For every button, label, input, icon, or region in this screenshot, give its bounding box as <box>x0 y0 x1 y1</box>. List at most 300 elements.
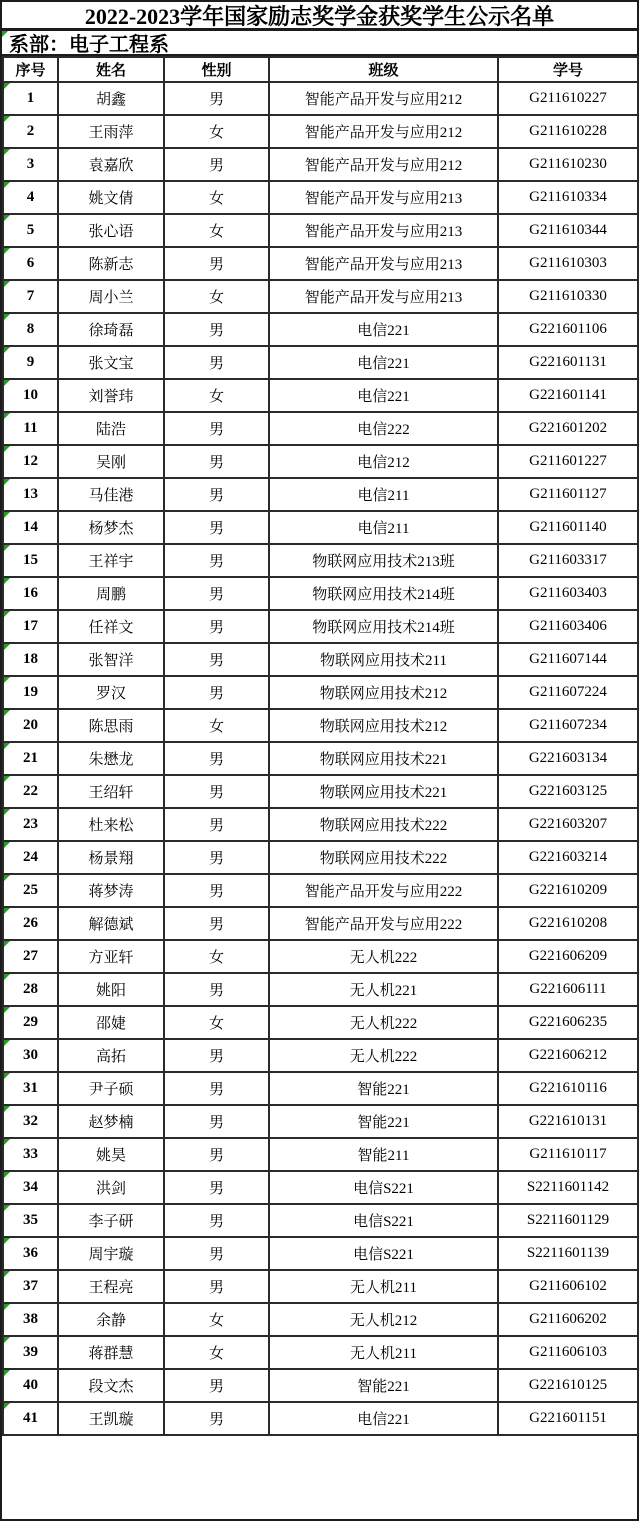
table-row <box>3 478 638 511</box>
cell-serial <box>3 1138 58 1171</box>
excel-error-triangle-icon <box>4 281 10 287</box>
cell-name: 周宇璇 <box>58 1237 164 1270</box>
cell-name: 李子研 <box>58 1204 164 1237</box>
cell-class: 智能产品开发与应用213 <box>269 280 498 313</box>
cell-gender: 男 <box>164 577 269 610</box>
cell-serial <box>3 1171 58 1204</box>
table-row <box>3 82 638 115</box>
cell-class: 无人机222 <box>269 1006 498 1039</box>
serial-text: 20 <box>23 717 38 733</box>
cell-gender: 女 <box>164 940 269 973</box>
cell-name: 罗汉 <box>58 676 164 709</box>
excel-error-triangle-icon <box>4 875 10 881</box>
cell-class: 电信221 <box>269 313 498 346</box>
excel-error-triangle-icon <box>4 908 10 914</box>
cell-serial <box>3 1237 58 1270</box>
cell-name: 蒋群慧 <box>58 1336 164 1369</box>
cell-serial <box>3 412 58 445</box>
cell-class: 电信S221 <box>269 1171 498 1204</box>
serial-text: 10 <box>23 387 38 403</box>
cell-gender: 男 <box>164 1171 269 1204</box>
cell-gender: 男 <box>164 874 269 907</box>
cell-serial <box>3 610 58 643</box>
excel-error-triangle-icon <box>4 1238 10 1244</box>
excel-error-triangle-icon <box>4 1139 10 1145</box>
cell-gender: 男 <box>164 1138 269 1171</box>
serial-text: 2 <box>26 123 35 139</box>
cell-student-id: G211603403 <box>498 577 638 610</box>
col-header-name: 姓名 <box>58 57 164 82</box>
table-row <box>3 676 638 709</box>
cell-student-id: G221606212 <box>498 1039 638 1072</box>
excel-error-triangle-icon <box>4 809 10 815</box>
excel-error-triangle-icon <box>4 1106 10 1112</box>
excel-error-triangle-icon <box>4 941 10 947</box>
cell-student-id: G211610228 <box>498 115 638 148</box>
serial-text: 4 <box>26 189 35 205</box>
serial-text: 21 <box>23 750 38 766</box>
table-row <box>3 445 638 478</box>
table-row <box>3 1237 638 1270</box>
col-header-student-id: 学号 <box>498 57 638 82</box>
cell-gender: 女 <box>164 709 269 742</box>
cell-class: 电信212 <box>269 445 498 478</box>
cell-serial <box>3 907 58 940</box>
excel-error-triangle-icon <box>4 446 10 452</box>
cell-student-id: G221603207 <box>498 808 638 841</box>
cell-class: 智能221 <box>269 1369 498 1402</box>
cell-class: 物联网应用技术214班 <box>269 610 498 643</box>
cell-name: 任祥文 <box>58 610 164 643</box>
cell-serial <box>3 346 58 379</box>
table-row <box>3 907 638 940</box>
cell-name: 方亚轩 <box>58 940 164 973</box>
cell-name: 王凯璇 <box>58 1402 164 1435</box>
cell-name: 邵婕 <box>58 1006 164 1039</box>
cell-serial <box>3 544 58 577</box>
cell-class: 智能产品开发与应用222 <box>269 907 498 940</box>
cell-serial <box>3 775 58 808</box>
cell-student-id: G221606209 <box>498 940 638 973</box>
cell-serial <box>3 247 58 280</box>
cell-serial <box>3 1072 58 1105</box>
table-row <box>3 1303 638 1336</box>
table-row <box>3 643 638 676</box>
serial-text: 13 <box>23 486 38 502</box>
table-row <box>3 511 638 544</box>
cell-gender: 女 <box>164 214 269 247</box>
serial-text: 22 <box>23 783 38 799</box>
cell-serial <box>3 676 58 709</box>
cell-serial <box>3 379 58 412</box>
cell-name: 解德斌 <box>58 907 164 940</box>
cell-name: 王绍轩 <box>58 775 164 808</box>
excel-error-triangle-icon <box>4 1337 10 1343</box>
cell-serial <box>3 214 58 247</box>
excel-error-triangle-icon <box>4 1172 10 1178</box>
cell-gender: 女 <box>164 1336 269 1369</box>
cell-serial <box>3 841 58 874</box>
cell-serial <box>3 82 58 115</box>
table-row <box>3 940 638 973</box>
cell-serial <box>3 1039 58 1072</box>
cell-name: 赵梦楠 <box>58 1105 164 1138</box>
excel-error-triangle-icon <box>4 83 10 89</box>
col-header-class: 班级 <box>269 57 498 82</box>
cell-student-id: S2211601139 <box>498 1237 638 1270</box>
cell-student-id: G221610208 <box>498 907 638 940</box>
cell-serial <box>3 940 58 973</box>
excel-error-triangle-icon <box>4 182 10 188</box>
table-row <box>3 1105 638 1138</box>
excel-error-triangle-icon <box>4 1040 10 1046</box>
cell-gender: 女 <box>164 1006 269 1039</box>
excel-error-triangle-icon <box>4 248 10 254</box>
cell-name: 胡鑫 <box>58 82 164 115</box>
cell-gender: 男 <box>164 544 269 577</box>
cell-class: 物联网应用技术211 <box>269 643 498 676</box>
cell-student-id: G221610125 <box>498 1369 638 1402</box>
cell-serial <box>3 1402 58 1435</box>
cell-gender: 男 <box>164 1270 269 1303</box>
serial-text: 25 <box>23 882 38 898</box>
cell-student-id: G211607234 <box>498 709 638 742</box>
serial-text: 27 <box>23 948 38 964</box>
cell-gender: 男 <box>164 643 269 676</box>
cell-class: 智能产品开发与应用212 <box>269 82 498 115</box>
cell-student-id: G211610344 <box>498 214 638 247</box>
excel-error-triangle-icon <box>4 578 10 584</box>
cell-student-id: G211610334 <box>498 181 638 214</box>
cell-name: 王雨萍 <box>58 115 164 148</box>
table-row <box>3 1171 638 1204</box>
table-row <box>3 181 638 214</box>
table-row <box>3 709 638 742</box>
cell-gender: 男 <box>164 907 269 940</box>
student-table <box>2 56 639 1436</box>
cell-student-id: G221603125 <box>498 775 638 808</box>
cell-gender: 男 <box>164 478 269 511</box>
cell-class: 电信221 <box>269 346 498 379</box>
excel-error-triangle-icon <box>4 1304 10 1310</box>
cell-class: 智能产品开发与应用213 <box>269 214 498 247</box>
serial-text: 14 <box>23 519 38 535</box>
cell-name: 朱懋龙 <box>58 742 164 775</box>
table-row <box>3 1138 638 1171</box>
cell-name: 陆浩 <box>58 412 164 445</box>
cell-gender: 男 <box>164 610 269 643</box>
cell-serial <box>3 973 58 1006</box>
cell-serial <box>3 445 58 478</box>
cell-name: 张文宝 <box>58 346 164 379</box>
serial-text: 29 <box>23 1014 38 1030</box>
cell-serial <box>3 742 58 775</box>
cell-student-id: G221603214 <box>498 841 638 874</box>
cell-serial <box>3 1303 58 1336</box>
cell-name: 周小兰 <box>58 280 164 313</box>
serial-text: 33 <box>23 1146 38 1162</box>
cell-class: 物联网应用技术222 <box>269 841 498 874</box>
cell-gender: 女 <box>164 379 269 412</box>
cell-class: 智能产品开发与应用213 <box>269 181 498 214</box>
serial-text: 9 <box>26 354 35 370</box>
cell-class: 物联网应用技术213班 <box>269 544 498 577</box>
serial-text: 19 <box>23 684 38 700</box>
serial-text: 5 <box>26 222 35 238</box>
cell-class: 智能产品开发与应用212 <box>269 115 498 148</box>
cell-gender: 男 <box>164 346 269 379</box>
cell-class: 物联网应用技术221 <box>269 742 498 775</box>
table-header-row <box>3 57 638 82</box>
cell-gender: 男 <box>164 1105 269 1138</box>
serial-text: 34 <box>23 1179 38 1195</box>
cell-student-id: G211610303 <box>498 247 638 280</box>
table-row <box>3 577 638 610</box>
serial-text: 26 <box>23 915 38 931</box>
table-row <box>3 346 638 379</box>
cell-student-id: G211606102 <box>498 1270 638 1303</box>
serial-text: 18 <box>23 651 38 667</box>
cell-class: 电信211 <box>269 511 498 544</box>
cell-serial <box>3 808 58 841</box>
cell-name: 陈思雨 <box>58 709 164 742</box>
cell-gender: 男 <box>164 676 269 709</box>
cell-gender: 男 <box>164 841 269 874</box>
serial-text: 6 <box>26 255 35 271</box>
cell-student-id: G221606111 <box>498 973 638 1006</box>
cell-class: 智能产品开发与应用212 <box>269 148 498 181</box>
cell-gender: 男 <box>164 313 269 346</box>
cell-name: 袁嘉欣 <box>58 148 164 181</box>
cell-name: 徐琦磊 <box>58 313 164 346</box>
cell-serial <box>3 280 58 313</box>
cell-gender: 男 <box>164 1402 269 1435</box>
serial-text: 23 <box>23 816 38 832</box>
cell-gender: 女 <box>164 1303 269 1336</box>
cell-gender: 男 <box>164 973 269 1006</box>
serial-text: 7 <box>26 288 35 304</box>
cell-serial <box>3 1336 58 1369</box>
cell-class: 电信S221 <box>269 1237 498 1270</box>
excel-error-triangle-icon <box>4 776 10 782</box>
excel-error-triangle-icon <box>4 1205 10 1211</box>
table-row <box>3 379 638 412</box>
excel-error-triangle-icon <box>4 644 10 650</box>
cell-student-id: G221610131 <box>498 1105 638 1138</box>
table-row <box>3 1336 638 1369</box>
excel-error-triangle-icon <box>4 479 10 485</box>
cell-student-id: G211601140 <box>498 511 638 544</box>
cell-student-id: G211603317 <box>498 544 638 577</box>
cell-gender: 男 <box>164 742 269 775</box>
cell-name: 杨景翔 <box>58 841 164 874</box>
serial-text: 24 <box>23 849 38 865</box>
serial-text: 30 <box>23 1047 38 1063</box>
cell-gender: 男 <box>164 412 269 445</box>
excel-error-triangle-icon <box>4 743 10 749</box>
excel-error-triangle-icon <box>4 512 10 518</box>
table-row <box>3 412 638 445</box>
cell-student-id: G221603134 <box>498 742 638 775</box>
excel-error-triangle-icon <box>4 1403 10 1409</box>
excel-error-triangle-icon <box>4 1271 10 1277</box>
serial-text: 35 <box>23 1212 38 1228</box>
cell-gender: 男 <box>164 511 269 544</box>
cell-student-id: G221606235 <box>498 1006 638 1039</box>
cell-class: 无人机212 <box>269 1303 498 1336</box>
serial-text: 16 <box>23 585 38 601</box>
cell-serial <box>3 709 58 742</box>
cell-serial <box>3 478 58 511</box>
cell-name: 姚文倩 <box>58 181 164 214</box>
cell-name: 段文杰 <box>58 1369 164 1402</box>
cell-class: 电信211 <box>269 478 498 511</box>
table-row <box>3 1402 638 1435</box>
cell-gender: 男 <box>164 1369 269 1402</box>
cell-class: 物联网应用技术221 <box>269 775 498 808</box>
cell-class: 智能产品开发与应用213 <box>269 247 498 280</box>
cell-class: 智能211 <box>269 1138 498 1171</box>
cell-student-id: G211606103 <box>498 1336 638 1369</box>
table-row <box>3 1369 638 1402</box>
cell-class: 智能221 <box>269 1072 498 1105</box>
cell-student-id: G211610330 <box>498 280 638 313</box>
cell-student-id: G221610116 <box>498 1072 638 1105</box>
table-row <box>3 115 638 148</box>
serial-text: 31 <box>23 1080 38 1096</box>
cell-name: 尹子硕 <box>58 1072 164 1105</box>
cell-student-id: G221601131 <box>498 346 638 379</box>
cell-name: 姚阳 <box>58 973 164 1006</box>
excel-error-triangle-icon <box>4 347 10 353</box>
cell-name: 余静 <box>58 1303 164 1336</box>
serial-text: 1 <box>26 90 35 106</box>
cell-name: 杜来松 <box>58 808 164 841</box>
cell-serial <box>3 181 58 214</box>
cell-student-id: G211606202 <box>498 1303 638 1336</box>
serial-text: 3 <box>26 156 35 172</box>
page-title: 2022-2023学年国家励志奖学金获奖学生公示名单 <box>2 2 637 31</box>
cell-class: 电信221 <box>269 1402 498 1435</box>
cell-gender: 男 <box>164 445 269 478</box>
cell-class: 电信S221 <box>269 1204 498 1237</box>
cell-gender: 女 <box>164 115 269 148</box>
cell-class: 无人机222 <box>269 940 498 973</box>
cell-gender: 女 <box>164 181 269 214</box>
cell-name: 洪剑 <box>58 1171 164 1204</box>
cell-serial <box>3 148 58 181</box>
excel-error-triangle-icon <box>4 974 10 980</box>
department-label: 系部：电子工程系 <box>9 34 169 56</box>
cell-serial <box>3 1369 58 1402</box>
table-row <box>3 1270 638 1303</box>
serial-text: 11 <box>23 420 38 436</box>
cell-class: 无人机221 <box>269 973 498 1006</box>
cell-serial <box>3 577 58 610</box>
cell-serial <box>3 1105 58 1138</box>
cell-name: 张智洋 <box>58 643 164 676</box>
cell-name: 吴刚 <box>58 445 164 478</box>
cell-student-id: S2211601129 <box>498 1204 638 1237</box>
cell-class: 物联网应用技术222 <box>269 808 498 841</box>
cell-gender: 男 <box>164 1072 269 1105</box>
excel-error-triangle-icon <box>4 842 10 848</box>
cell-student-id: G221601106 <box>498 313 638 346</box>
excel-error-triangle-icon <box>4 116 10 122</box>
cell-serial <box>3 1204 58 1237</box>
cell-class: 无人机222 <box>269 1039 498 1072</box>
department-row <box>2 31 637 56</box>
cell-name: 周鹏 <box>58 577 164 610</box>
excel-error-triangle-icon <box>4 149 10 155</box>
col-header-gender: 性别 <box>164 57 269 82</box>
excel-error-triangle-icon <box>4 314 10 320</box>
cell-class: 物联网应用技术214班 <box>269 577 498 610</box>
serial-text: 32 <box>23 1113 38 1129</box>
cell-class: 电信221 <box>269 379 498 412</box>
cell-name: 蒋梦涛 <box>58 874 164 907</box>
excel-error-triangle-icon <box>4 1370 10 1376</box>
serial-text: 36 <box>23 1245 38 1261</box>
cell-class: 无人机211 <box>269 1270 498 1303</box>
cell-serial <box>3 1270 58 1303</box>
table-row <box>3 214 638 247</box>
cell-gender: 男 <box>164 1039 269 1072</box>
col-header-serial: 序号 <box>3 57 58 82</box>
cell-student-id: G221610209 <box>498 874 638 907</box>
cell-name: 高拓 <box>58 1039 164 1072</box>
cell-student-id: G221601202 <box>498 412 638 445</box>
cell-serial <box>3 511 58 544</box>
excel-error-triangle-icon <box>4 545 10 551</box>
cell-gender: 男 <box>164 1204 269 1237</box>
cell-student-id: G211601127 <box>498 478 638 511</box>
cell-serial <box>3 115 58 148</box>
table-body <box>3 82 638 1435</box>
table-row <box>3 1072 638 1105</box>
cell-class: 无人机211 <box>269 1336 498 1369</box>
serial-text: 40 <box>23 1377 38 1393</box>
serial-text: 38 <box>23 1311 38 1327</box>
excel-error-triangle-icon <box>4 215 10 221</box>
cell-class: 智能221 <box>269 1105 498 1138</box>
cell-name: 王程亮 <box>58 1270 164 1303</box>
serial-text: 41 <box>23 1410 38 1426</box>
cell-student-id: S2211601142 <box>498 1171 638 1204</box>
table-row <box>3 280 638 313</box>
excel-error-triangle-icon <box>4 1073 10 1079</box>
excel-error-triangle-icon <box>4 677 10 683</box>
cell-student-id: G211603406 <box>498 610 638 643</box>
serial-text: 17 <box>23 618 38 634</box>
cell-serial <box>3 874 58 907</box>
cell-student-id: G211601227 <box>498 445 638 478</box>
cell-class: 物联网应用技术212 <box>269 676 498 709</box>
cell-name: 刘誉玮 <box>58 379 164 412</box>
table-row <box>3 1039 638 1072</box>
table-row <box>3 1204 638 1237</box>
serial-text: 8 <box>26 321 35 337</box>
cell-serial <box>3 313 58 346</box>
table-row <box>3 1006 638 1039</box>
cell-student-id: G211610230 <box>498 148 638 181</box>
cell-student-id: G221601141 <box>498 379 638 412</box>
table-row <box>3 808 638 841</box>
table-row <box>3 313 638 346</box>
cell-student-id: G211610227 <box>498 82 638 115</box>
table-row <box>3 610 638 643</box>
cell-class: 智能产品开发与应用222 <box>269 874 498 907</box>
